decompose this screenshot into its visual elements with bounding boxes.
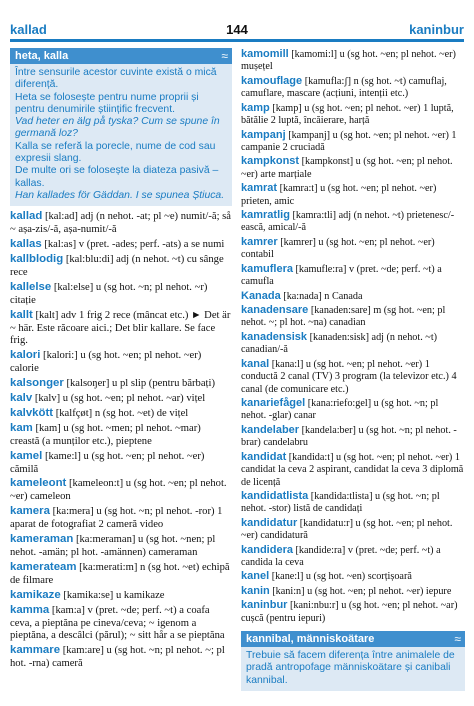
entry-definition: [kal:as] v (pret. -ades; perf. -ats) a se numi — [44, 239, 225, 251]
entry-definition: [kam:are] u (sg hot. ~n; pl nehot. ~; pl hot. -rna) cameră — [10, 645, 225, 670]
headword: kalori — [10, 349, 41, 362]
headword: kandidat — [241, 450, 287, 463]
headword: kamma — [10, 603, 50, 616]
dictionary-entry — [10, 238, 232, 252]
note-line: Vad heter en älg på tyska? Cum se spune în germană loz? — [15, 116, 220, 140]
dictionary-entry — [241, 129, 465, 155]
left-entries — [10, 210, 232, 671]
dictionary-entry — [241, 290, 465, 303]
headword: kamel — [10, 449, 43, 462]
entry-definition: [kamrer] u (sg hot. ~en; pl nehot. ~er) contabil — [241, 236, 435, 261]
dictionary-entry — [241, 358, 465, 396]
entry-definition: [kal:ad] adj (n nehot. -at; pl ~e) numit/-ă; så ~ așa-zis/-ă, așa-numit/-ă — [10, 211, 232, 236]
headword: kalsonger — [10, 377, 64, 390]
entry-definition: [kalt] adv 1 frig 2 rece (mâncat etc.) ► Det är ~ här. Este răcoare aici.; Det blir kallare. Se face frig. — [10, 309, 231, 347]
dictionary-entry — [10, 253, 232, 280]
note-text: Trebuie să facem diferența între animalele de pradă antropofage människoätare și canibali kannibal. — [246, 650, 455, 686]
dictionary-entry — [10, 604, 232, 644]
note-line: Între sensurile acestor cuvinte există o mică diferență. — [15, 67, 217, 91]
headword: kallelse — [10, 280, 52, 293]
entry-definition: [kandida:tlista] u (sg hot. ~n; pl nehot. -stor) listă de candidați — [241, 490, 440, 515]
dictionary-entry — [10, 309, 232, 349]
note-box-kannibal — [241, 631, 465, 691]
right-column — [241, 48, 465, 695]
entry-definition: [kanaden:sare] m (sg hot. ~en; pl nehot. ~; pl hot. ~na) canadian — [241, 305, 446, 329]
headword: kamerateam — [10, 560, 77, 573]
note-box-body — [10, 64, 232, 206]
headword: kandelaber — [241, 423, 300, 436]
headword: kalv — [10, 392, 33, 405]
headword: kandidatur — [241, 516, 298, 529]
dictionary-entry — [241, 451, 465, 489]
entry-definition: [kamomi:l] u (sg hot. ~en; pl nehot. ~er) mușețel — [241, 49, 456, 73]
headword: kameleont — [10, 477, 67, 490]
dictionary-entry — [10, 477, 232, 504]
headword: kanadensisk — [241, 330, 308, 343]
entry-definition: [kameleon:t] u (sg hot. ~en; pl nehot. ~er) cameleon — [10, 478, 227, 503]
dictionary-entry — [10, 561, 232, 588]
dictionary-entry — [10, 349, 232, 376]
entry-definition: [kamufle:ra] v (pret. ~de; perf. ~t) a camufla — [241, 263, 442, 288]
headword: kanel — [241, 570, 270, 583]
left-column — [10, 48, 232, 672]
dictionary-entry — [10, 644, 232, 671]
entry-definition: [kampanj] u (sg hot. ~en; pl nehot. ~er) 1 campanie 2 cruciadă — [241, 129, 457, 153]
dictionary-entry — [241, 397, 465, 423]
entry-definition: [ka:nada] n Canada — [283, 290, 363, 302]
headword: kallas — [10, 238, 42, 251]
dictionary-entry — [241, 75, 465, 101]
headword: kamuflera — [241, 262, 293, 275]
guide-word-left: kallad — [10, 22, 47, 37]
entry-definition: [kam:a] v (pret. ~de; perf. ~t) a coafa ceva, a pieptăna pe cineva/ceva; ~ igenom a pieptăna, a descâlci (părul); ~ sitt hår a se pieptăna — [10, 604, 225, 642]
entry-definition: [kalfçøt] n (sg hot. ~et) de vițel — [55, 407, 189, 419]
dictionary-entry — [241, 517, 465, 543]
dictionary-entry — [10, 392, 232, 406]
headword: kamera — [10, 505, 50, 518]
headword: kallad — [10, 210, 43, 223]
note-line: De multe ori se folosește la diateza pasivă – kallas. — [15, 165, 219, 189]
note-line: Heta se folosește pentru nume proprii și pentru denumirile științific frecvent. — [15, 91, 199, 115]
headword: kanariefågel — [241, 396, 306, 409]
note-line: Han kallades för Gäddan. I se spunea Știuca. — [15, 189, 225, 201]
dictionary-entry — [10, 377, 232, 391]
note-box-title — [10, 48, 232, 64]
headword: kammare — [10, 644, 61, 657]
dictionary-entry — [241, 304, 465, 330]
entry-definition: [kani:nbu:r] u (sg hot. ~en; pl nehot. ~ar) cușcă (pentru iepuri) — [241, 600, 458, 624]
note-box-body — [241, 647, 465, 691]
headword: kaninbur — [241, 599, 288, 612]
entry-definition: [kalori:] u (sg hot. ~en; pl nehot. ~er) calorie — [10, 350, 202, 375]
headword: kamrer — [241, 235, 278, 248]
header-rule — [10, 39, 464, 42]
dictionary-entry — [241, 102, 465, 128]
note-box-title-text: heta, kalla — [15, 50, 69, 62]
approx-icon: ≈ — [454, 632, 461, 647]
entry-definition: [kamp] u (sg hot. ~en; pl nehot. ~er) 1 luptă, bătălie 2 luptă, încăierare, harță — [241, 102, 454, 127]
entry-definition: [kana:riefo:gel] u (sg hot. ~n; pl nehot. -glar) canar — [241, 397, 439, 422]
dictionary-entry — [241, 48, 465, 74]
dictionary-entry — [241, 182, 465, 208]
headword: kanal — [241, 357, 270, 370]
note-line: Kalla se referă la porecle, nume de cod sau expresii slang. — [15, 140, 216, 165]
note-box-title-text: kannibal, människoätare — [246, 633, 375, 646]
entry-definition: [kanaden:sisk] adj (n nehot. ~t) canadian/-ă — [241, 331, 438, 356]
entry-definition: [kandide:ra] v (pret. ~de; perf. ~t) a candida la ceva — [241, 544, 441, 569]
dictionary-entry — [241, 570, 465, 583]
entry-definition: [kalv] u (sg hot. ~en; pl nehot. ~ar) vițel — [34, 393, 206, 405]
page-number: 144 — [226, 22, 248, 37]
headword: kalvkött — [10, 406, 54, 419]
headword: kamomill — [241, 48, 289, 60]
entry-definition: [kandidatu:r] u (sg hot. ~en; pl nehot. ~er) candidatură — [241, 517, 453, 542]
dictionary-entry — [241, 490, 465, 516]
entry-definition: [kame:l] u (sg hot. ~en; pl nehot. ~er) cămilă — [10, 450, 205, 475]
dictionary-entry — [10, 505, 232, 532]
dictionary-entry — [241, 236, 465, 262]
headword: kallt — [10, 308, 33, 321]
dictionary-entry — [241, 424, 465, 450]
dictionary-entry — [10, 589, 232, 603]
entry-definition: [kam] u (sg hot. ~men; pl nehot. ~mar) creastă (a munților etc.), pieptene — [10, 422, 201, 447]
dictionary-entry — [10, 407, 232, 421]
entry-definition: [kane:l] u (sg hot. ~en) scorțișoară — [271, 571, 412, 583]
entry-definition: [kamufla:ʃ] n (sg hot. ~t) camuflaj, camuflare, mascare (acțiuni, intenții etc.) — [241, 75, 447, 100]
dictionary-entry — [241, 263, 465, 289]
dictionary-entry — [10, 450, 232, 477]
note-box-title — [241, 631, 465, 647]
entry-definition: [kal:else] u (sg hot. ~n; pl nehot. ~r) citație — [10, 281, 208, 306]
dictionary-entry — [241, 155, 465, 181]
headword: kamp — [241, 101, 270, 114]
entry-definition: [kandida:t] u (sg hot. ~en; pl nehot. ~er) 1 candidat la ceva 2 aspirant, candidat la ceva 3 diplomă de licență — [241, 451, 464, 488]
entry-definition: [ka:meraman] u (sg hot. ~nen; pl nehot. -amän; pl hot. -amännen) cameraman — [10, 534, 216, 559]
dictionary-entry — [241, 544, 465, 570]
dictionary-entry — [241, 585, 465, 598]
headword: kamouflage — [241, 74, 303, 87]
entry-definition: [kamika:se] u kamikaze — [63, 589, 165, 601]
entry-definition: [kal:blu:di] adj (n nehot. ~t) cu sânge rece — [10, 253, 224, 278]
dictionary-entry — [10, 210, 232, 237]
entry-definition: [kana:l] u (sg hot. ~en; pl nehot. ~er) 1 conductă 2 canal (TV) 3 program (la televizor etc.) 4 canal (de comunicare etc.) — [241, 358, 457, 395]
headword: kandidatlista — [241, 489, 309, 502]
headword: kanadensare — [241, 304, 309, 317]
dictionary-entry — [10, 422, 232, 449]
right-entries — [241, 48, 465, 625]
entry-definition: [kampkonst] u (sg hot. ~en; pl nehot. ~er) arte marțiale — [241, 156, 453, 180]
entry-definition: [ka:mera] u (sg hot. ~n; pl nehot. -ror) 1 aparat de fotografiat 2 cameră video — [10, 506, 223, 531]
dictionary-entry — [10, 281, 232, 308]
approx-icon: ≈ — [221, 49, 228, 63]
dictionary-entry — [10, 533, 232, 560]
dictionary-entry — [241, 599, 465, 625]
headword: kallblodig — [10, 252, 64, 265]
dictionary-entry — [241, 331, 465, 357]
entry-definition: [kalsoŋer] u pl slip (pentru bărbați) — [66, 378, 215, 390]
page-header — [0, 0, 474, 44]
headword: kamratlig — [241, 209, 290, 222]
headword: kamrat — [241, 182, 278, 195]
headword: kampanj — [241, 128, 286, 141]
headword: kamikaze — [10, 588, 61, 601]
headword: kameraman — [10, 533, 74, 546]
headword: kandidera — [241, 543, 293, 556]
headword: Kanada — [241, 289, 281, 302]
headword: kampkonst — [241, 155, 300, 168]
entry-definition: [kandela:ber] u (sg hot. ~n; pl nehot. -brar) candelabru — [241, 424, 457, 449]
entry-definition: [kamra:tli] adj (n nehot. ~t) prietenesc/-ească, amical/-ă — [241, 210, 455, 234]
headword: kam — [10, 421, 33, 434]
guide-word-right: kaninbur — [409, 22, 464, 37]
entry-definition: [ka:merati:m] n (sg hot. ~et) echipă de filmare — [10, 561, 230, 586]
note-box-heta-kalla — [10, 48, 232, 206]
entry-definition: [kani:n] u (sg hot. ~en; pl nehot. ~er) iepure — [272, 585, 452, 597]
headword: kanin — [241, 584, 270, 597]
entry-definition: [kamra:t] u (sg hot. ~en; pl nehot. ~er) prieten, amic — [241, 183, 437, 207]
dictionary-entry — [241, 209, 465, 235]
